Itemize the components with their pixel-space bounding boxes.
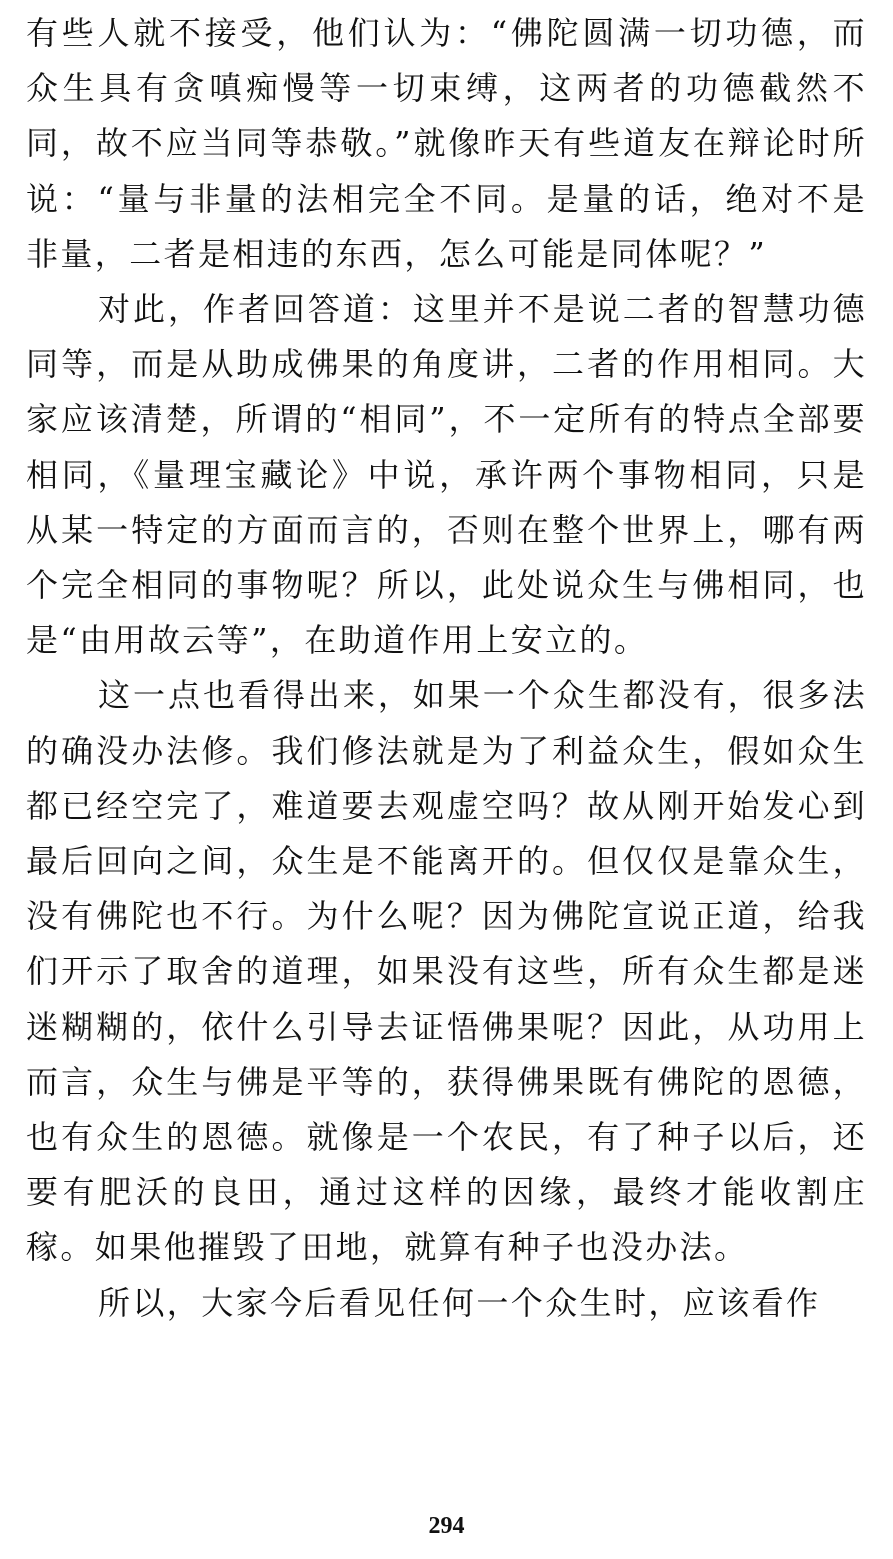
paragraph: 对此，作者回答道：这里并不是说二者的智慧功德同等，而是从助成佛果的角度讲，二者的作用相同。大家应该清楚，所谓的“相同”，不一定所有的特点全部要相同，《量理宝藏论》中说，承许两个事物相同，只是从某一特定的方面而言的，否则在整个世界上，哪有两个完全相同的事物呢？所以，此处说众生与佛相同，也是“由用故云等”，在助道作用上安立的。: [26, 290, 867, 660]
body-text: [26, 6, 867, 1331]
page-number: 294: [428, 1513, 465, 1539]
paragraph: 所以，大家今后看见任何一个众生时，应该看作: [98, 1283, 821, 1322]
paragraph: 有些人就不接受，他们认为：“佛陀圆满一切功德，而众生具有贪嗔痴慢等一切束缚，这两者的功德截然不同，故不应当同等恭敬。”就像昨天有些道友在辩论时所说：“量与非量的法相完全不同。是量的话，绝对不是非量，二者是相违的东西，怎么可能是同体呢？”: [26, 14, 867, 273]
paragraph: 这一点也看得出来，如果一个众生都没有，很多法的确没办法修。我们修法就是为了利益众生，假如众生都已经空完了，难道要去观虚空吗？故从刚开始发心到最后回向之间，众生是不能离开的。但仅仅是靠众生，没有佛陀也不行。为什么呢？因为佛陀宣说正道，给我们开示了取舍的道理，如果没有这些，所有众生都是迷迷糊糊的，依什么引导去证悟佛果呢？因此，从功用上而言，众生与佛是平等的，获得佛果既有佛陀的恩德，也有众生的恩德。就像是一个农民，有了种子以后，还要有肥沃的良田，通过这样的因缘，最终才能收割庄稼。如果他摧毁了田地，就算有种子也没办法。: [26, 676, 867, 1267]
